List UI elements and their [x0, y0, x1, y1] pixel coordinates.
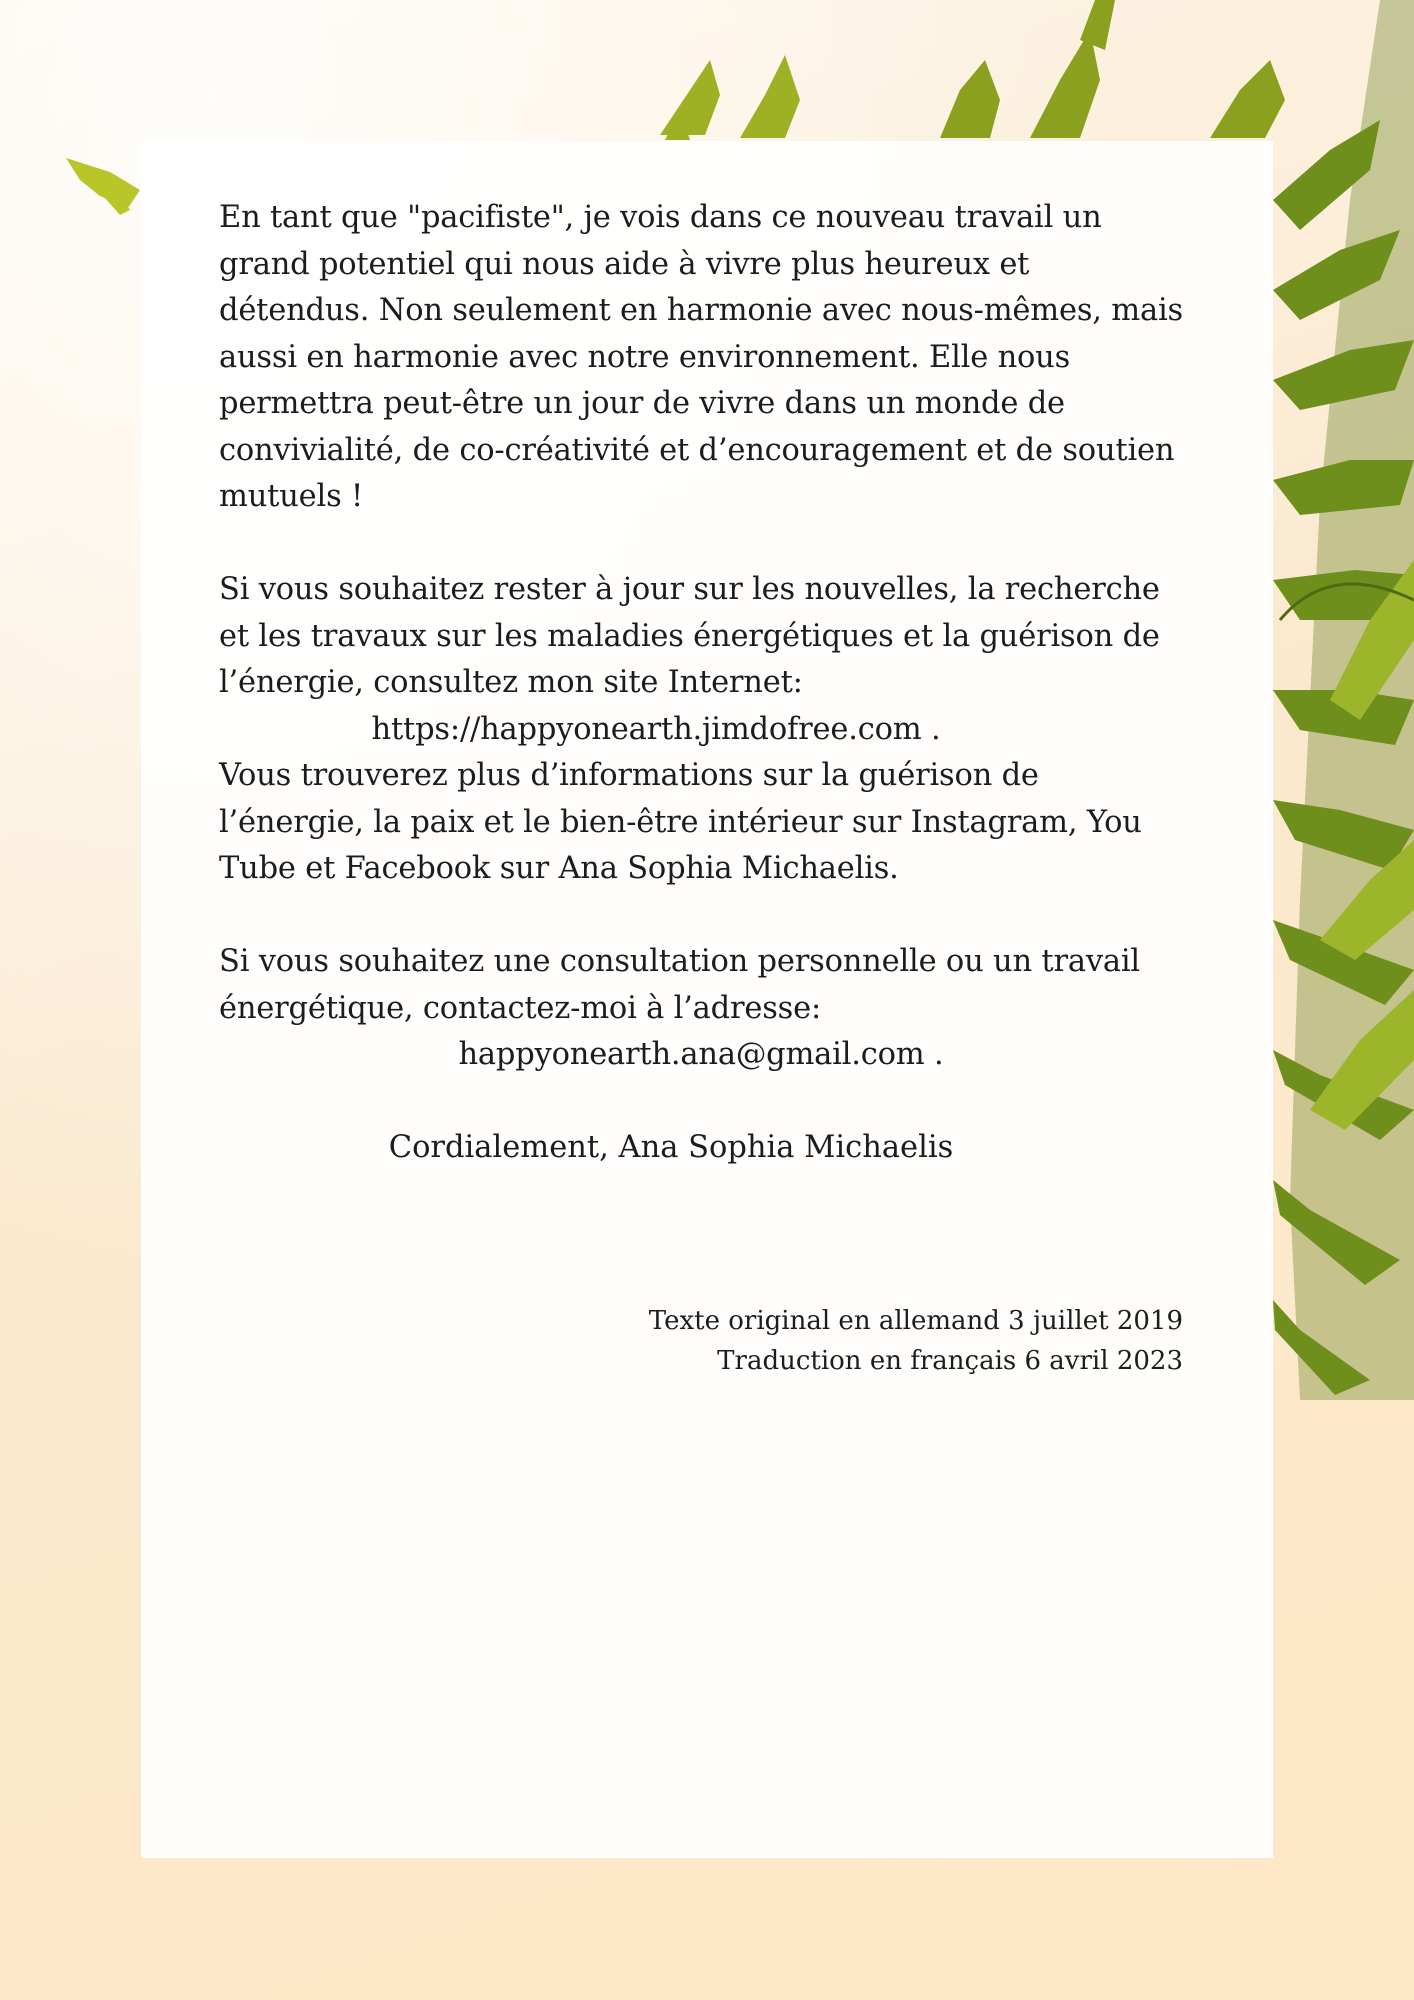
- website-intro: Si vous souhaitez rester à jour sur les nouvelles, la recherche et les travaux sur les maladies énergétiques et la guérison de l’énergie, consultez mon site Internet:: [219, 572, 1160, 700]
- paragraph-contact: [219, 939, 1183, 1079]
- email-link[interactable]: happyonearth.ana@gmail.com .: [458, 1037, 944, 1072]
- date-block: [649, 1301, 1183, 1381]
- paragraph-website: [219, 567, 1183, 893]
- translation-date: Traduction en français 6 avril 2023: [717, 1346, 1183, 1376]
- letter-card: [141, 141, 1273, 1858]
- paragraph-gap: [219, 521, 1183, 568]
- social-info: Vous trouverez plus d’informations sur la guérison de l’énergie, la paix et le bien-être intérieur sur Instagram, You Tube et Facebook sur Ana Sophia Michaelis.: [219, 758, 1142, 886]
- website-link[interactable]: https://happyonearth.jimdofree.com .: [371, 711, 941, 747]
- paragraph-pacifist: En tant que "pacifiste", je vois dans ce nouveau travail un grand potentiel qui nous aide à vivre plus heureux et détendus. Non seulement en harmonie avec nous-mêmes, mais aussi en harmonie avec notre environnement. Elle nous permettra peut-être un jour de vivre dans un monde de convivialité, de co-créativité et d’encouragement et de soutien mutuels !: [219, 200, 1184, 514]
- paragraph-gap: [219, 893, 1183, 940]
- signature: Cordialement, Ana Sophia Michaelis: [388, 1129, 954, 1165]
- contact-intro: Si vous souhaitez une consultation personnelle ou un travail énergétique, contactez-moi à l’adresse:: [219, 944, 1140, 1026]
- original-date: Texte original en allemand 3 juillet 2019: [648, 1306, 1183, 1336]
